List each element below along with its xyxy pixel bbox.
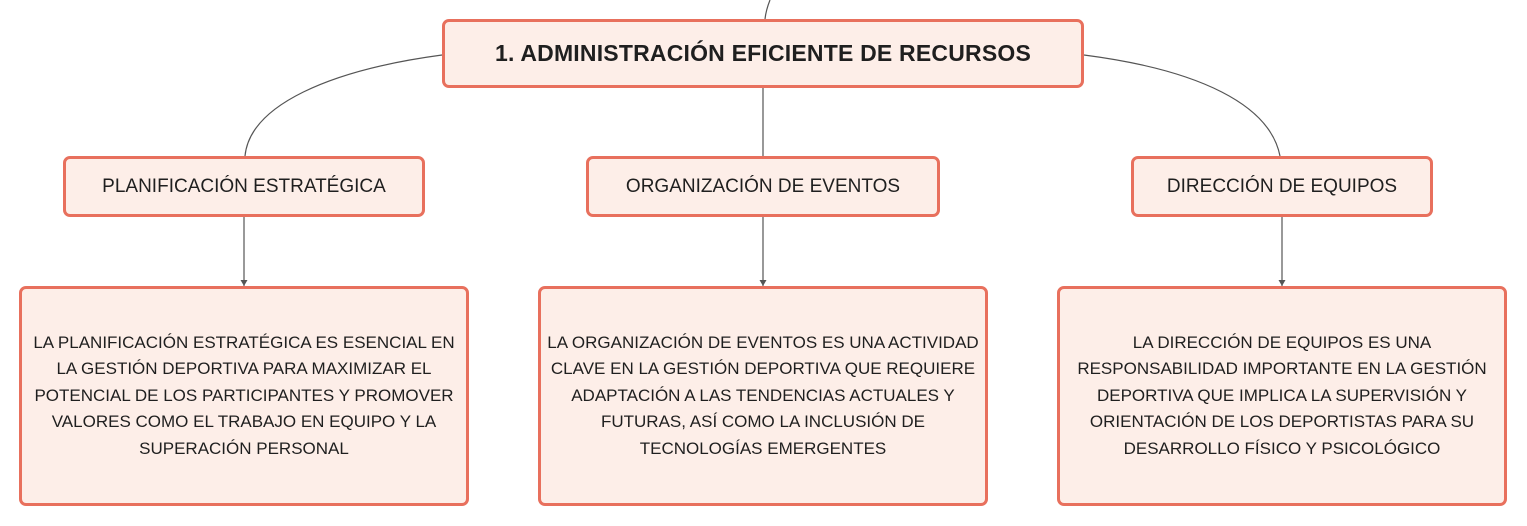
topic-label: ORGANIZACIÓN DE EVENTOS xyxy=(625,175,901,197)
connector-root-to-direccion xyxy=(1084,55,1280,156)
detail-direccion-de-equipos[interactable] xyxy=(1057,286,1507,506)
topic-organizacion-de-eventos[interactable] xyxy=(586,156,940,217)
detail-text: LA PLANIFICACIÓN ESTRATÉGICA ES ESENCIAL EN LA GESTIÓN DEPORTIVA PARA MAXIMIZAR EL POTENCIAL DE LOS PARTICIPANTES Y PROMOVER VALORES COMO EL TRABAJO EN EQUIPO Y LA SUPERACIÓN PERSONAL xyxy=(33,332,455,458)
detail-text: LA ORGANIZACIÓN DE EVENTOS ES UNA ACTIVIDAD CLAVE EN LA GESTIÓN DEPORTIVA QUE REQUIERE ADAPTACIÓN A LAS TENDENCIAS ACTUALES Y FUTURAS, ASÍ COMO LA INCLUSIÓN DE TECNOLOGÍAS EMERGENTES xyxy=(547,332,979,458)
connector-root-to-planificacion xyxy=(245,55,442,156)
connector-parent-to-root xyxy=(765,0,770,19)
root-title: 1. ADMINISTRACIÓN EFICIENTE DE RECURSOS xyxy=(495,40,1031,66)
topic-planificacion-estrategica[interactable] xyxy=(63,156,425,217)
root-node[interactable] xyxy=(442,19,1084,88)
topic-label: PLANIFICACIÓN ESTRATÉGICA xyxy=(102,175,386,197)
detail-organizacion-de-eventos[interactable] xyxy=(538,286,988,506)
detail-text: LA DIRECCIÓN DE EQUIPOS ES UNA RESPONSABILIDAD IMPORTANTE EN LA GESTIÓN DEPORTIVA QUE IMPLICA LA SUPERVISIÓN Y ORIENTACIÓN DE LOS DEPORTISTAS PARA SU DESARROLLO FÍSICO Y PSICOLÓGICO xyxy=(1077,332,1487,458)
topic-label: DIRECCIÓN DE EQUIPOS xyxy=(1166,175,1398,197)
topic-direccion-de-equipos[interactable] xyxy=(1131,156,1433,217)
detail-planificacion-estrategica[interactable] xyxy=(19,286,469,506)
